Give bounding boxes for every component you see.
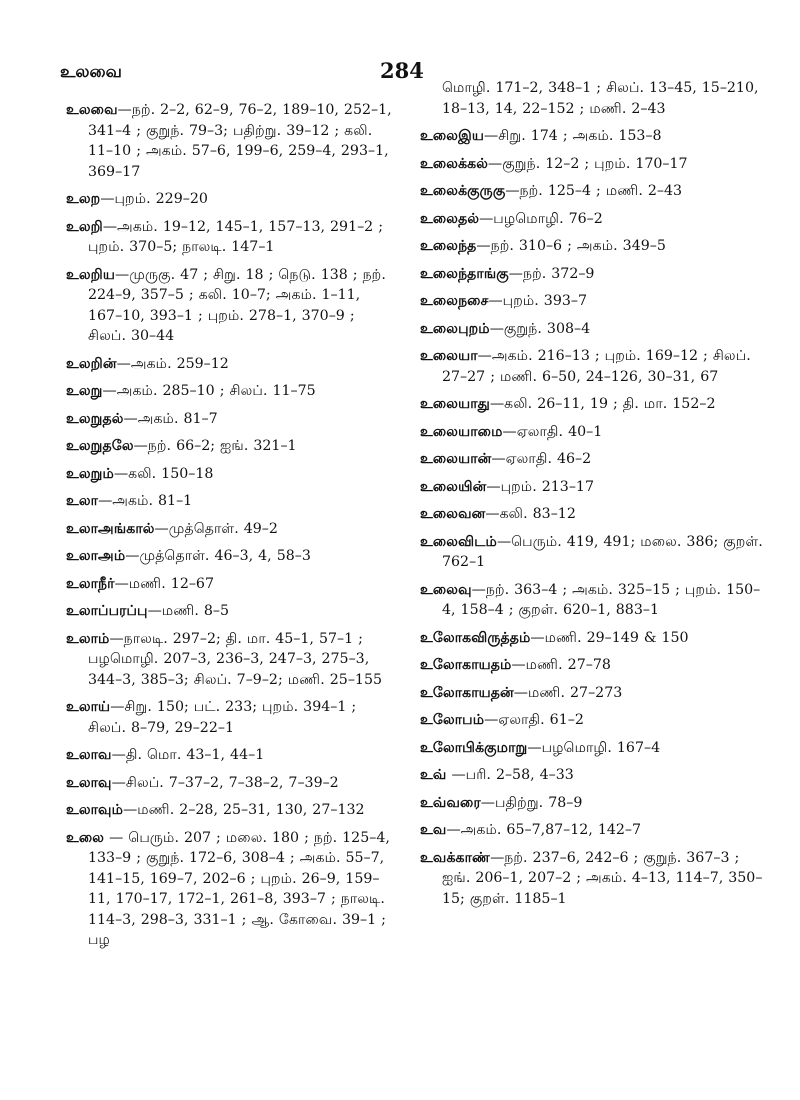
index-entry [66,800,396,821]
entry-headword: உலைவன [420,506,486,522]
entry-headword: உலா [66,493,99,509]
entry-references: —அகம். 19–12, 145–1, 157–13, 291–2 ; புறம். 370–5; நாலடி. 147–1 [88,218,383,255]
entry-references: —புறம். 229–20 [100,191,208,207]
entry-references: —அகம். 81–1 [98,493,193,509]
index-entry [66,381,396,402]
entry-references: —ஏலாதி. 61–2 [484,712,584,728]
entry-headword: உலாவு [66,774,112,791]
index-entry [420,655,770,676]
entry-references: —பரி. 2–58, 4–33 [446,767,574,783]
index-entry [420,78,770,119]
entry-references: —கலி. 150–18 [113,465,214,482]
entry-headword: உவக்காண் [420,849,491,866]
entry-headword: உலைநசை [420,293,489,309]
entry-headword: உலையான் [420,451,492,467]
index-entry [420,765,770,786]
index-entry [420,126,770,147]
running-head: உலவை [60,62,122,82]
index-entry [66,697,396,738]
entry-references: —பழமொழி. 167–4 [527,739,661,756]
entry-headword: உலோகாயதன் [420,684,514,701]
entry-references: — பெரும். 207 ; மலை. 180 ; நற். 125–4, 133–9 ; குறுந். 172–6, 308–4 ; அகம். 55–7, 141–15, 169–7, 202–6 ; புறம். 26–9, 159–11, 170–17, 172–1, 261–8, 393–7 ; நாலடி. 114–3, 298–3, 331–1 ; ஆ. கோவை. 39–1 ; பழ [88,829,390,948]
entry-references: —நற். 237–6, 242–6 ; குறுந். 367–3 ; ஐங். 206–1, 207–2 ; அகம். 4–13, 114–7, 350–15; குறள். 1185–1 [442,849,763,907]
index-entry [420,291,770,312]
entry-references: —மணி. 27–78 [511,657,611,673]
entry-references: —நற். 363–4 ; அகம். 325–15 ; புறம். 150–4, 158–4 ; குறள். 620–1, 883–1 [442,581,761,618]
right-column [420,78,770,916]
entry-headword: உலைதல் [420,210,480,227]
entry-references: —ஏலாதி. 46–2 [491,451,592,467]
index-entry [420,683,770,704]
entry-headword: உலையின் [420,478,487,495]
entry-headword: உவ [420,822,447,838]
entry-references: —அகம். 65–7,87–12, 142–7 [446,822,642,838]
entry-headword: உலைக்குருகு [420,183,506,199]
page-number: 284 [380,58,424,83]
entry-headword: உலற [66,191,101,207]
index-entry [66,217,396,258]
entry-references: —அகம். 216–13 ; புறம். 169–12 ; சிலப். 27–27 ; மணி. 6–50, 24–126, 30–31, 67 [442,348,751,385]
entry-headword: உவ் [420,767,447,783]
entry-headword: உலாப்பரப்பு [66,603,148,619]
index-entry [66,265,396,347]
entry-references: —குறுந். 308–4 [489,320,591,337]
entry-references: —குறுந். 12–2 ; புறம். 170–17 [488,155,688,172]
index-entry [66,745,396,766]
entry-references: —புறம். 393–7 [488,293,588,309]
entry-references: —மணி. 12–67 [114,575,214,592]
index-entry [420,477,770,498]
entry-references: —ஏலாதி. 40–1 [502,423,603,440]
index-entry [420,264,770,285]
entry-headword: உலைந்தாங்கு [420,265,509,282]
index-entry [420,820,770,841]
entry-headword: உலைவு [420,581,472,598]
index-entry [420,848,770,910]
entry-headword: உலறிய [66,266,116,283]
left-column [66,100,396,958]
index-entry [66,354,396,375]
entry-references: —அகம். 81–7 [123,410,218,427]
entry-headword: உலைஇய [420,128,485,144]
entry-headword: உலவை [66,102,118,118]
index-entry [420,181,770,202]
entry-references: —மணி. 8–5 [147,603,229,619]
entry-headword: உலாஅம் [66,548,126,564]
entry-references: —கலி. 83–12 [485,506,576,522]
index-entry [420,628,770,649]
entry-headword: உலாம் [66,630,110,647]
index-entry [420,394,770,415]
entry-headword: உலையா [420,348,478,364]
index-entry [66,828,396,951]
entry-references: —மணி. 2–28, 25–31, 130, 27–132 [123,802,365,818]
index-entry [66,100,396,182]
entry-headword: உலோபம் [420,712,485,728]
entry-references: —நற். 310–6 ; அகம். 349–5 [476,238,666,254]
entry-references: —நற். 66–2; ஐங். 321–1 [133,438,297,454]
entry-headword: உலறுதல் [66,410,124,427]
entry-headword: உலைக்கல் [420,155,489,172]
entry-references: —முத்தொள். 46–3, 4, 58–3 [125,548,311,564]
entry-references: —புறம். 213–17 [486,478,594,495]
index-entry [66,546,396,567]
index-entry [66,519,396,540]
entry-references: —பதிற்று. 78–9 [480,794,583,811]
index-entry [66,491,396,512]
index-entry [66,464,396,485]
entry-headword: உலையாது [420,396,490,412]
index-entry [420,209,770,230]
entry-headword: உலாநீர் [66,575,115,592]
entry-headword: உலாஅங்கால் [66,520,155,537]
entry-references: —பழமொழி. 76–2 [479,210,603,227]
index-entry [420,580,770,621]
index-entry [66,773,396,794]
index-entry [420,449,770,470]
entry-references: —நாலடி. 297–2; தி. மா. 45–1, 57–1 ; பழமொழி. 207–3, 236–3, 247–3, 275–3, 344–3, 385–3; சிலப். 7–9–2; மணி. 25–155 [88,630,382,688]
index-entry [420,319,770,340]
index-entry [420,154,770,175]
entry-headword: உலாவ [66,747,112,763]
entry-references: மொழி. 171–2, 348–1 ; சிலப். 13–45, 15–210, 18–13, 14, 22–152 ; மணி. 2–43 [442,80,759,117]
entry-headword: உலோபிக்குமாறு [420,739,528,756]
index-entry [420,346,770,387]
entry-headword: உலாவும் [66,802,124,818]
entry-headword: உவ்வரை [420,794,481,811]
index-entry [420,504,770,525]
entry-headword: உலையாமை [420,423,503,440]
index-entry [66,436,396,457]
index-entry [66,189,396,210]
index-entry [420,532,770,573]
entry-references: —தி. மொ. 43–1, 44–1 [111,747,265,763]
entry-references: —நற். 2–2, 62–9, 76–2, 189–10, 252–1, 341–4 ; குறுந். 79–3; பதிற்று. 39–12 ; கலி. 11–10 ; அகம். 57–6, 199–6, 259–4, 293–1, 369–17 [88,102,392,180]
entry-references: —நற். 125–4 ; மணி. 2–43 [505,183,683,199]
entry-references: —பெரும். 419, 491; மலை. 386; குறள். 762–1 [442,533,763,570]
index-entry [420,738,770,759]
entry-references: —கலி. 26–11, 19 ; தி. மா. 152–2 [489,396,716,412]
entry-headword: உலாய் [66,699,111,715]
index-entry [420,793,770,814]
index-entry [66,409,396,430]
entry-references: —அகம். 285–10 ; சிலப். 11–75 [102,383,316,399]
entry-headword: உலைந்த [420,238,477,254]
entry-references: —முருகு. 47 ; சிறு. 18 ; நெடு. 138 ; நற். 224–9, 357–5 ; கலி. 10–7; அகம். 1–11, 167–10, 393–1 ; புறம். 278–1, 370–9 ; சிலப். 30–44 [88,266,386,344]
entry-headword: உலோகாயதம் [420,657,512,673]
entry-references: —மணி. 29–149 & 150 [530,629,689,646]
index-entry [420,422,770,443]
entry-references: —நற். 372–9 [508,265,595,282]
entry-headword: உலோகவிருத்தம் [420,629,531,646]
entry-headword: உலைவிடம் [420,533,497,550]
entry-references: —சிலப். 7–37–2, 7–38–2, 7–39–2 [111,774,339,791]
entry-references: —சிறு. 174 ; அகம். 153–8 [484,128,662,144]
index-entry [66,574,396,595]
entry-headword: உலைபுறம் [420,320,490,337]
entry-headword: உலறின் [66,355,117,372]
entry-headword: உலறி [66,218,103,235]
index-entry [420,236,770,257]
entry-headword: உலை [66,829,105,846]
entry-headword: உலறும் [66,465,114,482]
index-entry [66,601,396,622]
entry-references: —மணி. 27–273 [513,684,623,701]
index-entry [66,629,396,691]
entry-references: —சிறு. 150; பட். 233; புறம். 394–1 ; சிலப். 8–79, 29–22–1 [88,699,357,736]
entry-references: —அகம். 259–12 [116,355,229,372]
entry-headword: உலறுதலே [66,438,134,454]
entry-headword: உலறு [66,383,103,399]
index-entry [420,710,770,731]
entry-references: —முத்தொள். 49–2 [154,520,278,537]
